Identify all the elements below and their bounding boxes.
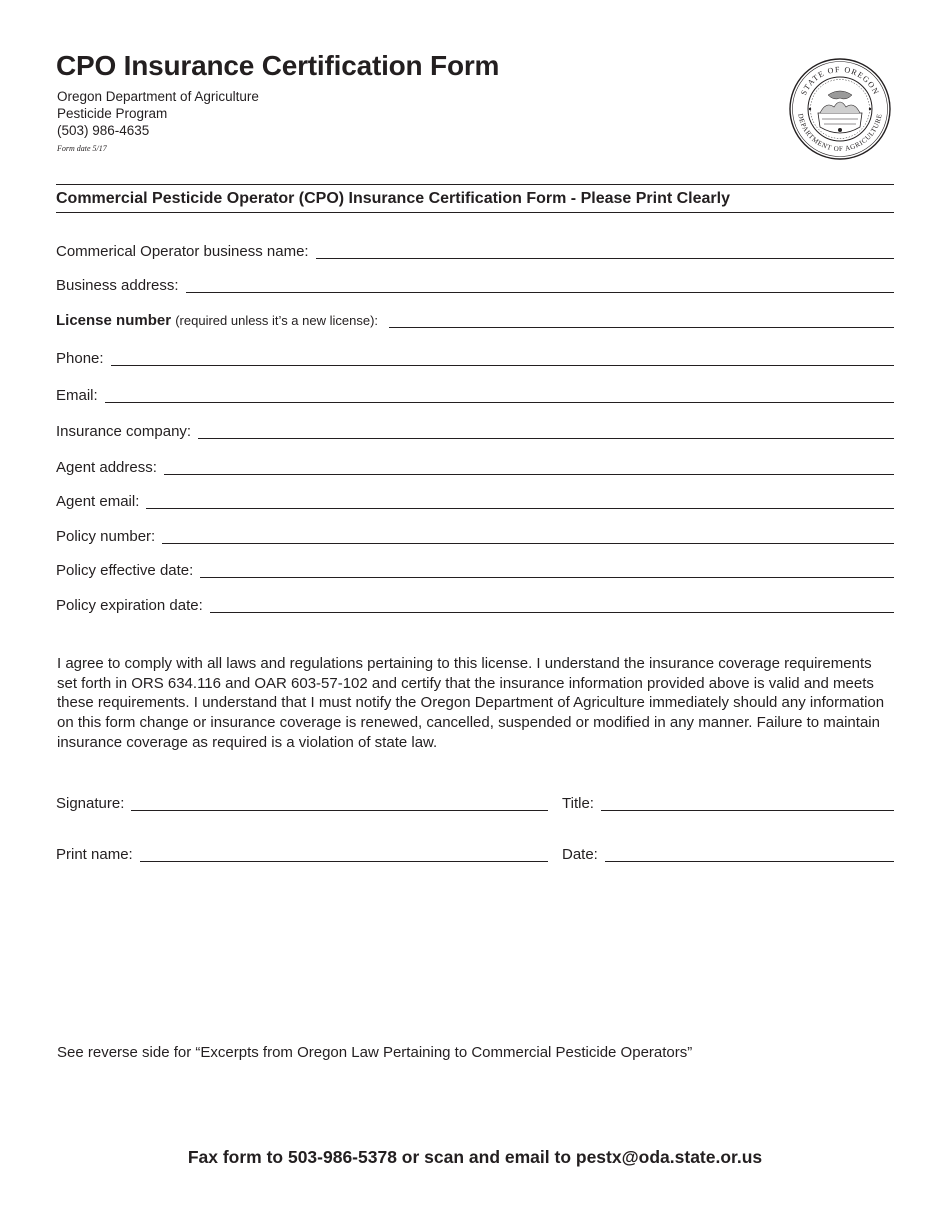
phone-field[interactable]: [56, 350, 894, 369]
policy-number-field[interactable]: [56, 528, 894, 547]
business-address-field[interactable]: [56, 277, 894, 296]
signature-label: Signature:: [56, 795, 125, 812]
print-name-field[interactable]: [56, 846, 548, 865]
license-number-label-group: [56, 312, 378, 331]
license-number-field[interactable]: [56, 312, 894, 331]
oregon-state-seal-icon: [788, 57, 892, 161]
program-name: Pesticide Program: [57, 106, 168, 121]
business-name-line[interactable]: [316, 257, 894, 259]
policy-expiration-date-line[interactable]: [210, 611, 894, 613]
agent-address-label: Agent address:: [56, 459, 157, 476]
policy-effective-date-field[interactable]: [56, 562, 894, 581]
phone-line[interactable]: [111, 364, 894, 366]
seal-bottom-text: DEPARTMENT OF AGRICULTURE: [796, 112, 884, 154]
business-name-field[interactable]: [56, 243, 894, 262]
agent-email-field[interactable]: [56, 493, 894, 512]
license-number-label: License number: [56, 312, 172, 329]
policy-expiration-date-field[interactable]: [56, 597, 894, 616]
policy-effective-date-label: Policy effective date:: [56, 562, 194, 579]
heading-top-rule: [56, 184, 894, 185]
policy-number-label: Policy number:: [56, 528, 156, 545]
policy-number-line[interactable]: [162, 542, 894, 544]
policy-expiration-date-label: Policy expiration date:: [56, 597, 203, 614]
email-line[interactable]: [105, 401, 894, 403]
email-label: Email:: [56, 387, 98, 404]
title-line[interactable]: [601, 809, 894, 811]
signature-field[interactable]: [56, 795, 548, 814]
print-name-label: Print name:: [56, 846, 133, 863]
program-phone: (503) 986-4635: [57, 123, 150, 138]
email-field[interactable]: [56, 387, 894, 406]
department-name: Oregon Department of Agriculture: [57, 89, 259, 104]
date-line[interactable]: [605, 860, 894, 862]
business-address-label: Business address:: [56, 277, 179, 294]
license-number-line[interactable]: [389, 326, 894, 328]
title-label: Title:: [562, 795, 594, 812]
license-number-note: (required unless it’s a new license):: [175, 313, 379, 328]
agent-address-line[interactable]: [164, 473, 894, 475]
title-field[interactable]: [562, 795, 894, 814]
form-title: CPO Insurance Certification Form: [56, 50, 500, 81]
agent-email-label: Agent email:: [56, 493, 140, 510]
agent-address-field[interactable]: [56, 459, 894, 478]
agent-email-line[interactable]: [146, 507, 894, 509]
signature-line[interactable]: [131, 809, 548, 811]
insurance-company-line[interactable]: [198, 437, 894, 439]
insurance-company-label: Insurance company:: [56, 423, 192, 440]
section-heading: Commercial Pesticide Operator (CPO) Insurance Certification Form - Please Print Clearly: [56, 190, 730, 207]
date-field[interactable]: [562, 846, 894, 865]
date-label: Date:: [562, 846, 598, 863]
seal-top-text: STATE OF OREGON: [799, 64, 881, 97]
fax-instructions: Fax form to 503-986-5378 or scan and email to pestx@oda.state.or.us: [187, 1147, 763, 1167]
policy-effective-date-line[interactable]: [200, 576, 894, 578]
print-name-line[interactable]: [140, 860, 548, 862]
agreement-paragraph: I agree to comply with all laws and regulations pertaining to this license. I understand the insurance coverage requirements set forth in ORS 634.116 and OAR 603-57-102 and certify that the insurance information provided above is valid and meets these requirements. I understand that I must notify the Oregon Department of Agriculture immediately should any information on this form change or insurance coverage is renewed, cancelled, suspended or modified in any manner. Failure to maintain insurance coverage as required is a violation of state law.: [57, 655, 885, 751]
insurance-company-field[interactable]: [56, 423, 894, 442]
heading-bottom-rule: [56, 212, 894, 213]
business-address-line[interactable]: [186, 291, 894, 293]
phone-label: Phone:: [56, 350, 104, 367]
reverse-side-note: See reverse side for “Excerpts from Oregon Law Pertaining to Commercial Pesticide Operators”: [57, 1044, 693, 1061]
form-date: Form date 5/17: [57, 144, 107, 153]
business-name-label: Commerical Operator business name:: [56, 243, 309, 260]
